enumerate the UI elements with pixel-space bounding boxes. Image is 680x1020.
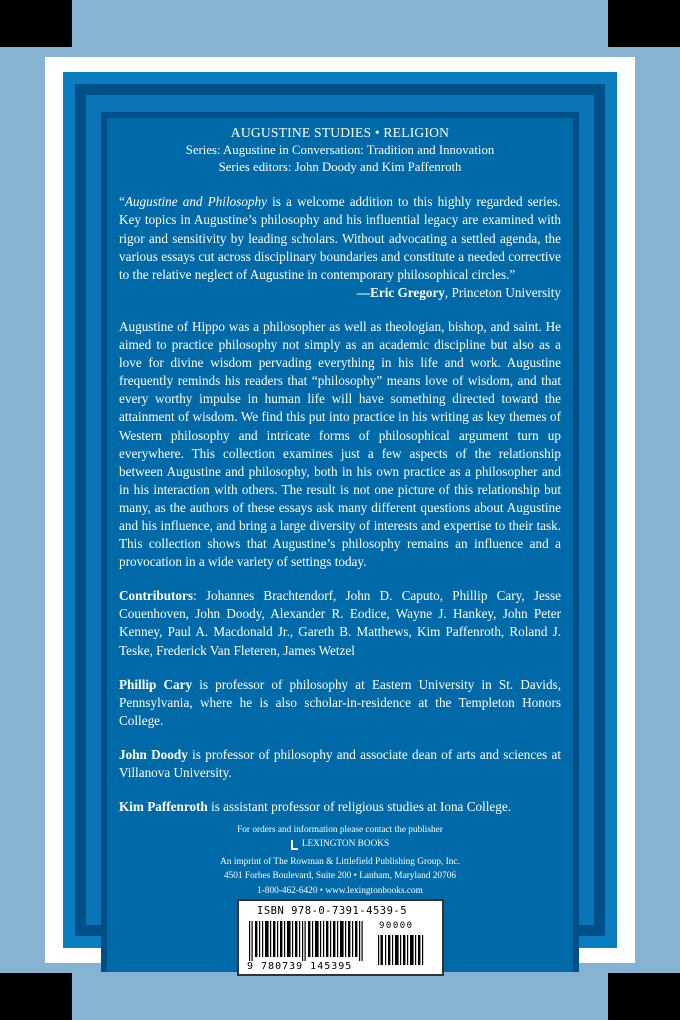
isbn-number: ISBN 978-0-7391-4539-5 xyxy=(257,905,408,917)
ean-bars-icon xyxy=(247,921,367,961)
contributors-list: : Johannes Brachtendorf, John D. Caputo, Phillip Cary, Jesse Couenhoven, John Doody, Alexander R. Eodice, Wayne J. Hankey, John Peter Kenney, Paul A. Macdonald Jr., Gareth B. Matthews, Kim Paffenroth, Roland J. Teske, Frederick Van Fleteren, James Wetzel xyxy=(119,588,561,658)
bio-text: is professor of philosophy and associate dean of arts and sciences at Villanova University. xyxy=(119,746,561,781)
open-quote: “ xyxy=(119,194,125,210)
bio-name: Kim Paffenroth xyxy=(119,799,208,815)
bio-name: Phillip Cary xyxy=(119,676,193,692)
attribution-name: —Eric Gregory xyxy=(356,284,445,300)
publisher-name: LEXINGTON BOOKS xyxy=(301,839,390,850)
top-light-strip xyxy=(72,0,608,47)
series-title: AUGUSTINE STUDIES • RELIGION xyxy=(230,125,450,140)
isbn-barcode xyxy=(237,899,444,976)
book-title: Augustine and Philosophy xyxy=(124,194,267,210)
quote-text: is a welcome addition to this highly regarded series. Key topics in Augustine’s philosophy and his influential legacy are examined with rigor and sensitivity by leading scholars. Without advocating a settled agenda, the various essays cut across disciplinary boundaries and constitute a needed corrective to the relative neglect of Augustine in contemporary philosophical circles.” xyxy=(119,194,561,282)
publisher-contact-details: 1-800-462-6420 • www.lexingtonbooks.com xyxy=(257,885,423,896)
quote-attribution xyxy=(119,284,561,302)
book-description: Augustine of Hippo was a philosopher as well as theologian, bishop, and saint. He aimed to practice philosophy not simply as an academic discipline but also as a love for divine wisdom pervading everything in his life and work. Augustine frequently reminds his readers that “philosophy” means love of wisdom, and that every worthy impulse in human life will have something directed toward the attainment of wisdom. We find this put into practice in his writing as key themes of Western philosophy and intricate forms of philosophical argument turn up everywhere. This collection examines just a few aspects of the relationship between Augustine and philosophy, both in his own practice as a philosopher and in his interaction with others. The result is not one picture of this relationship but many, as the authors of these essays ask many different questions about Augustine and his influence, and bring a large diversity of interests and expertise to their task. This collection shows that Augustine’s philosophy remains an influence and a provocation in a wide variety of settings today. xyxy=(119,318,561,570)
series-header xyxy=(119,125,561,175)
bottom-light-strip xyxy=(72,973,608,1020)
bio-text: is assistant professor of religious studies at Iona College. xyxy=(207,799,512,815)
bio-doody xyxy=(119,746,561,782)
bio-name: John Doody xyxy=(119,746,188,762)
lexington-logo-icon xyxy=(291,840,298,850)
series-editors: Series editors: John Doody and Kim Paffenroth xyxy=(218,159,462,174)
bio-paffenroth xyxy=(119,798,561,816)
attribution-affiliation: , Princeton University xyxy=(444,284,561,300)
ean-digits: 9 780739 145395 xyxy=(247,961,353,972)
bio-cary xyxy=(119,676,561,730)
publisher-name-row xyxy=(291,837,389,851)
addon-bars-icon xyxy=(377,935,427,965)
publisher-contact: For orders and information please contact the publisher xyxy=(237,825,443,835)
isbn-addon: 90000 xyxy=(379,921,414,931)
publisher-imprint: An imprint of The Rowman & Littlefield Publishing Group, Inc. xyxy=(220,857,460,868)
endorsement-quote xyxy=(119,193,561,283)
contributors-label: Contributors xyxy=(119,588,193,604)
series-line: Series: Augustine in Conversation: Tradition and Innovation xyxy=(185,142,495,157)
contributors xyxy=(119,587,561,659)
publisher-info xyxy=(119,823,561,898)
back-cover-text xyxy=(119,125,561,816)
bio-text: is professor of philosophy at Eastern University in St. Davids, Pennsylvania, where he is also scholar-in-residence at the Templeton Honors College. xyxy=(119,676,561,728)
publisher-address: 4501 Forbes Boulevard, Suite 200 • Lanham, Maryland 20706 xyxy=(223,871,457,882)
